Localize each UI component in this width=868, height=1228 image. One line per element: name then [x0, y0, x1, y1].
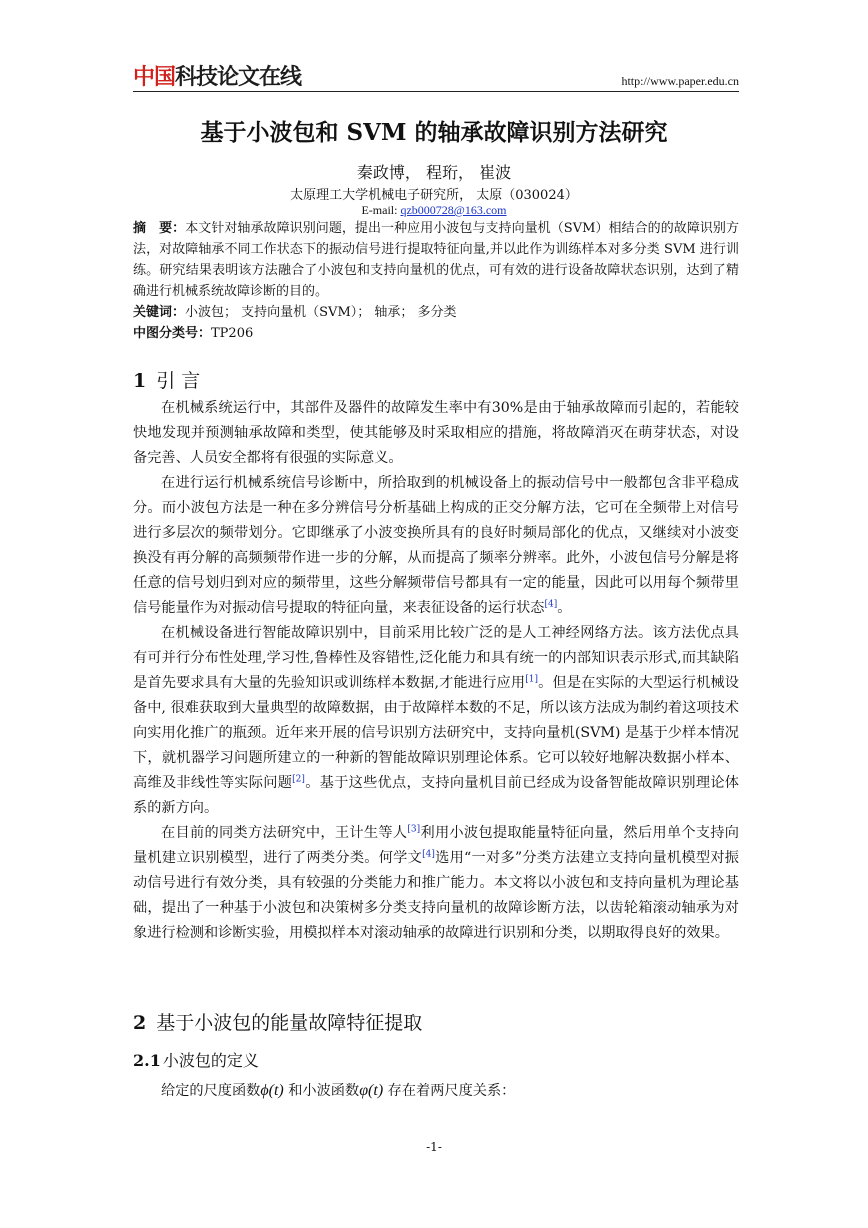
paragraph-3-text-a: 在机械设备进行智能故障识别中，目前采用比较广泛的是人工神经网络方法。该方法优点具有可并行分布性处理,学习性,鲁棒性及容错性,泛化能力和具有统一的内部知识表示形式,而其缺陷是首先要求具有大量的先验知识或训练样本数据,才能进行应用 [133, 625, 739, 691]
clc-text: TP206 [211, 326, 254, 341]
paragraph-3-text-c: 。基于这些优点，支持向量机目前已经成为设备智能故障识别理论体系的新方向。 [133, 775, 739, 816]
logo-dark-text: 科技论文在线 [175, 65, 302, 90]
section-1-paragraph-3 [133, 621, 739, 821]
section-1-title: 引 言 [156, 370, 201, 392]
paragraph-4-text-c: 选用“一对多”分类方法建立支持向量机模型对振动信号进行有效分类，具有较强的分类能力和推广能力。本文将以小波包和支持向量机为理论基础，提出了一种基于小波包和决策树多分类支持向量机的故障诊断方法，以齿轮箱滚动轴承为对象进行检测和诊断实验，用模拟样本对滚动轴承的故障进行识别和分类，以期取得良好的效果。 [133, 850, 739, 941]
paper-title: 基于小波包和 SVM 的轴承故障识别方法研究 [200, 119, 668, 146]
subsection-2-1-paragraph [133, 1078, 739, 1104]
citation-2[interactable]: [2] [292, 774, 305, 785]
scaling-function-symbol: ϕ(t) [260, 1082, 284, 1099]
sub-para-text-b: 和小波函数 [288, 1083, 360, 1099]
email-label: E-mail: [361, 203, 401, 217]
citation-1[interactable]: [1] [525, 674, 539, 685]
email-link[interactable]: qzb000728@163.com [400, 203, 507, 217]
header-rule [133, 91, 739, 92]
section-1-heading [133, 366, 200, 393]
sub-para-text-c: 存在着两尺度关系： [387, 1083, 516, 1099]
abstract-text: 本文针对轴承故障识别问题，提出一种应用小波包与支持向量机（SVM）相结合的的故障识别方法，对故障轴承不同工作状态下的振动信号进行提取特征向量,并以此作为训练样本对多分类 SVM 进行训练。研究结果表明该方法融合了小波包和支持向量机的优点，可有效的进行设备故障状态识别，达到了精确进行机械系统故障诊断的目的。 [133, 221, 739, 299]
section-1-paragraph-1: 在机械系统运行中，其部件及器件的故障发生率中有30%是由于轴承故障而引起的，若能较快地发现并预测轴承故障和类型，使其能够及时采取相应的措施，将故障消灭在萌芽状态，对设备完善、人员安全都将有很强的实际意义。 [133, 400, 739, 466]
keywords [133, 302, 739, 323]
page-header [133, 58, 739, 92]
abstract [133, 218, 739, 302]
paragraph-4-text-b: 利用小波包提取能量特征向量，然后用单个支持向量机建立识别模型，进行了两类分类。何学文 [133, 825, 739, 866]
section-2-number: 2 [133, 1012, 147, 1034]
subsection-2-1-number: 2.1 [133, 1051, 161, 1070]
section-1-body [133, 396, 739, 946]
paragraph-3-text-b: 。但是在实际的大型运行机械设备中, 很难获取到大量典型的故障数据，由于故障样本数的不足，所以该方法成为制约着这项技术向实用化推广的瓶颈。近年来开展的信号识别方法研究中，支持向量机(SVM) 是基于少样本情况下，就机器学习问题所建立的一种新的智能故障识别理论体系。它可以较好地解决数据小样本、高维及非线性等实际问题 [133, 675, 739, 791]
keywords-label: 关键词： [133, 305, 186, 320]
citation-4[interactable]: [4] [544, 599, 558, 610]
page-number: -1- [426, 1140, 442, 1154]
section-1-paragraph-4 [133, 821, 739, 946]
citation-4b[interactable]: [4] [422, 849, 435, 860]
paragraph-2-end: 。 [557, 600, 572, 616]
logo-red-text: 中国 [133, 65, 176, 90]
section-2-title: 基于小波包的能量故障特征提取 [156, 1012, 423, 1034]
paragraph-2-text: 在进行运行机械系统信号诊断中，所拾取到的机械设备上的振动信号中一般都包含非平稳成分。而小波包方法是一种在多分辨信号分析基础上构成的正交分解方法，它可在全频带上对信号进行多层次的频带划分。它即继承了小波变换所具有的良好时频局部化的优点，又继续对小波变换没有再分解的高频频带作进一步的分解，从而提高了频率分辨率。此外，小波包信号分解是将任意的信号划归到对应的频带里，这些分解频带信号都具有一定的能量，因此可以用每个频带里信号能量作为对振动信号提取的特征向量，来表征设备的运行状态 [133, 475, 739, 616]
paper-authors: 秦政博， 程珩， 崔波 [356, 163, 512, 182]
clc-label: 中图分类号： [133, 326, 212, 341]
site-url[interactable]: http://www.paper.edu.cn [621, 74, 739, 88]
paper-email-line [0, 203, 868, 218]
citation-3[interactable]: [3] [407, 824, 421, 835]
sub-para-text-a: 给定的尺度函数 [161, 1083, 261, 1099]
subsection-2-1-body [133, 1078, 739, 1104]
paragraph-4-text-a: 在目前的同类方法研究中，王计生等人 [161, 825, 408, 841]
subsection-2-1-heading [133, 1048, 259, 1071]
clc-number [133, 323, 739, 344]
journal-logo [133, 60, 301, 91]
section-2-heading [133, 1008, 422, 1035]
section-1-paragraph-2 [133, 471, 739, 621]
keywords-text: 小波包； 支持向量机（SVM）； 轴承； 多分类 [185, 305, 457, 320]
paper-affiliation: 太原理工大学机械电子研究所， 太原（030024） [290, 188, 578, 203]
wavelet-function-symbol: φ(t) [359, 1082, 384, 1099]
subsection-2-1-title: 小波包的定义 [162, 1051, 259, 1070]
section-1-number: 1 [133, 370, 147, 392]
abstract-label: 摘 要： [133, 221, 186, 236]
